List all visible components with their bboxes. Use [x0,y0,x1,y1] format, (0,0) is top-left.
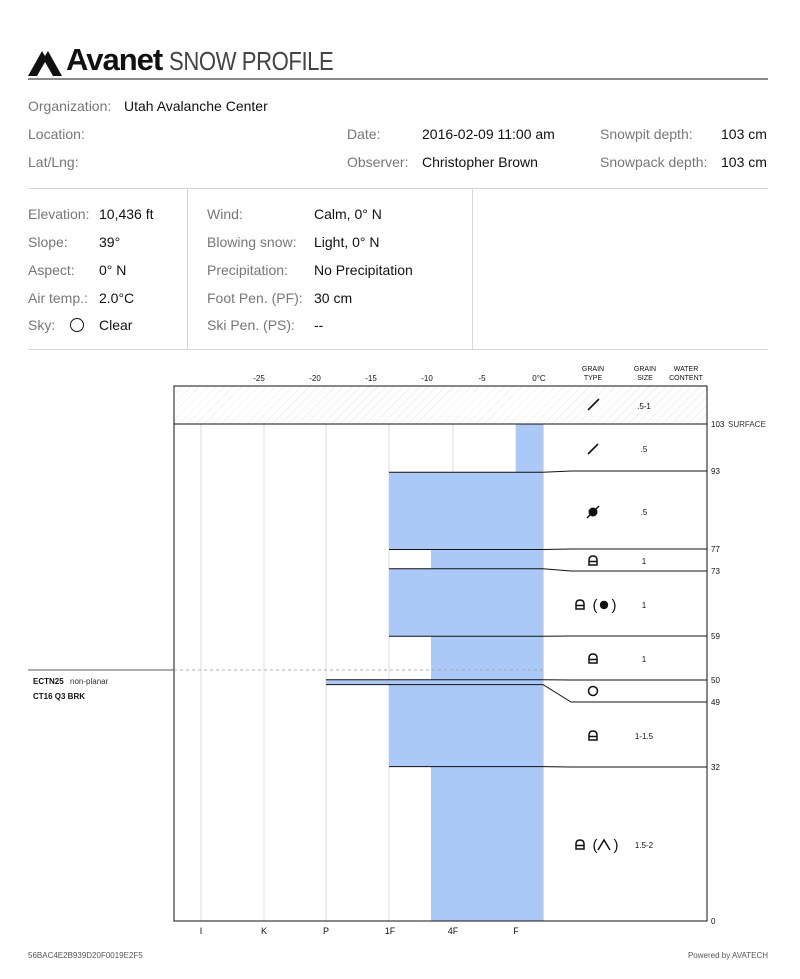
air-temp-label: Air temp.: [28,290,88,306]
grain-size-label: .5 [640,445,648,454]
temp-tick-label: 0°C [532,374,546,383]
hardness-bar [431,549,543,568]
paren-icon: ( [592,597,598,614]
grain-size-header: GRAIN [633,366,657,373]
depth-label: 49 [711,698,720,707]
depth-label: 73 [711,567,720,576]
ski-pen-value: -- [314,317,324,333]
grain-size-label: 1.5-2 [634,841,654,850]
slope-label: Slope: [28,234,68,250]
faceted-icon [576,600,584,609]
grain-type-header: TYPE [583,375,603,382]
blowing-snow-label: Blowing snow: [207,234,297,250]
grain-size-label: 1 [641,601,647,610]
grain-size-label: 1 [641,557,647,566]
aspect-value: 0° N [99,262,127,278]
date-label: Date: [347,126,381,142]
depth-label: 50 [711,676,720,685]
hardness-bar [389,472,543,549]
faceted-icon [576,840,584,849]
elevation-value: 10,436 ft [99,206,154,222]
hardness-tick-label: K [260,926,268,936]
paren-icon: ( [592,837,598,854]
temp-tick-label: -25 [253,374,265,383]
organization-value: Utah Avalanche Center [124,98,268,114]
paren-icon: ) [613,837,619,854]
organization-label: Organization: [28,98,112,114]
snowpit-depth-label: Snowpit depth: [600,126,693,142]
temp-tick-label: -20 [309,374,321,383]
foot-pen-label: Foot Pen. (PF): [207,290,303,306]
faceted-icon [589,556,597,565]
foot-pen-value: 30 cm [314,290,353,306]
date-value: 2016-02-09 11:00 am [422,126,555,142]
hardness-bar [516,424,543,472]
precipitation-value: No Precipitation [314,262,413,278]
water-content-header: CONTENT [669,375,703,382]
hardness-bar [389,685,543,767]
test-code: CT16 Q3 BRK [33,692,86,701]
ski-pen-label: Ski Pen. (PS): [207,317,295,333]
hardness-tick-label: P [322,926,330,936]
hardness-tick-label: F [513,926,519,936]
brand-name: Avanet [66,42,163,77]
grain-size-label: .5 [640,508,648,517]
wind-label: Wind: [207,206,243,222]
faceted-icon [589,654,597,663]
snowpack-depth-label: Snowpack depth: [600,154,708,170]
rounded-grain-icon [589,687,598,696]
paren-icon: ) [611,597,617,614]
hardness-bar [431,767,543,921]
test-note: non-planar [70,677,109,686]
location-label: Location: [28,126,85,142]
sky-label: Sky: [28,317,56,333]
depth-label: 0 [711,917,716,926]
temp-tick-label: -15 [365,374,377,383]
wind-value: Calm, 0° N [314,206,382,222]
water-content-header: WATER [673,366,699,373]
profile-id: 56BAC4E2B939D20F0019E2F5 [28,951,143,960]
grain-type-header: GRAIN [581,366,605,373]
decomposing-fragments-icon [588,444,598,454]
rounded-grain-icon [600,601,608,609]
hardness-tick-label: I [199,926,203,936]
hardness-bar [326,680,543,685]
surface-band [174,386,707,424]
observer-label: Observer: [347,154,409,170]
air-temp-value: 2.0°C [99,290,135,306]
page-title: SNOW PROFILE [169,46,334,76]
depth-label: 77 [711,545,720,554]
faceted-icon [589,731,597,740]
layer-boundary [389,471,707,472]
hardness-tick-label: 1F [384,926,396,936]
hardness-bar [431,636,543,679]
slope-value: 39° [99,234,121,250]
elevation-label: Elevation: [28,206,90,222]
hardness-bar [389,569,543,637]
observer-value: Christopher Brown [422,154,538,170]
depth-label: 93 [711,467,720,476]
blowing-snow-value: Light, 0° N [314,234,380,250]
depth-label: 59 [711,632,720,641]
precipitation-label: Precipitation: [207,262,288,278]
surface-grain-size: .5-1 [637,402,651,411]
grain-size-label: 1 [641,655,647,664]
hardness-tick-label: 4F [447,926,459,936]
latlng-label: Lat/Lng: [28,154,79,170]
test-code: ECTN25 [33,677,64,686]
depth-label: 32 [711,763,720,772]
snowpit-depth-value: 103 cm [721,126,767,142]
temp-tick-label: -10 [421,374,433,383]
grain-size-label: 1-1.5 [634,732,654,741]
temp-tick-label: -5 [478,374,486,383]
powered-by: Powered by AVATECH [687,951,768,960]
surface-label: SURFACE [728,420,766,429]
snowpack-depth-value: 103 cm [721,154,767,170]
sky-value: Clear [99,317,133,333]
aspect-label: Aspect: [28,262,75,278]
depth-hoar-icon [598,840,610,850]
grain-size-header: SIZE [637,375,653,382]
surface-depth-label: 103 [711,420,725,429]
